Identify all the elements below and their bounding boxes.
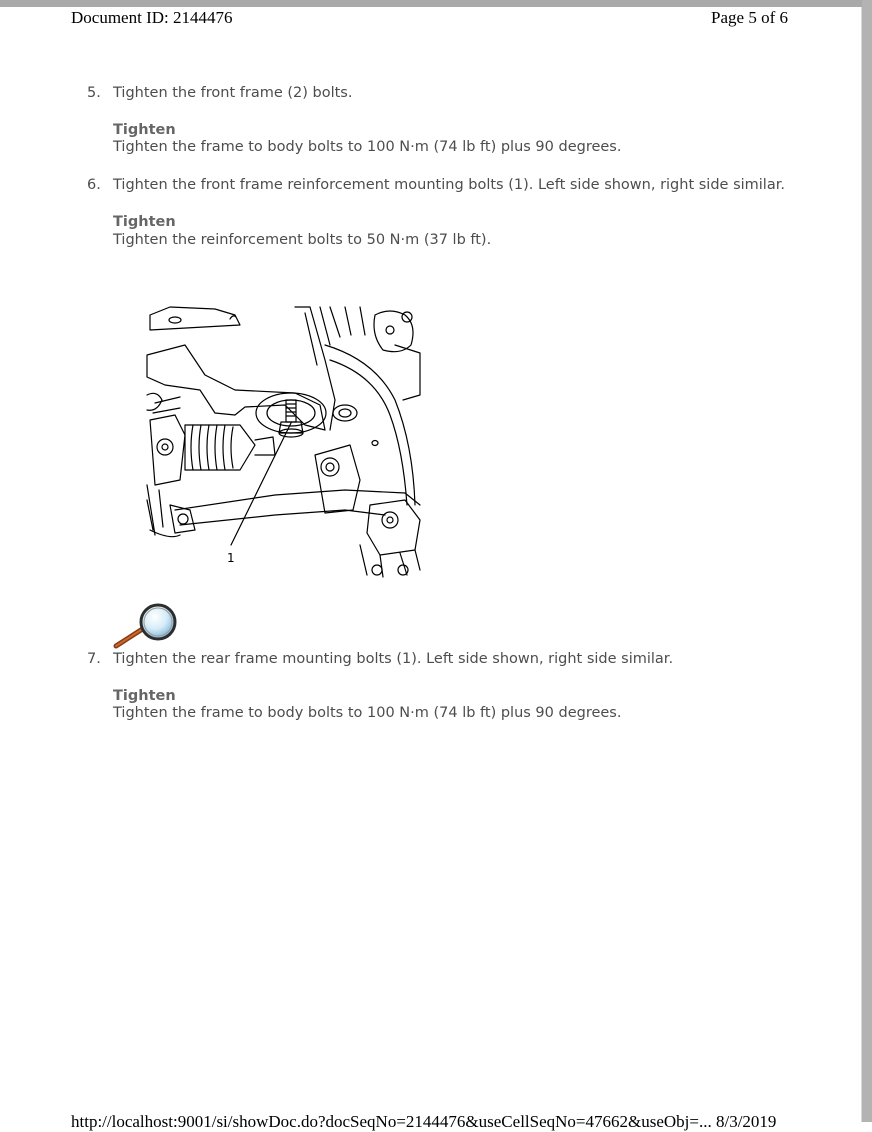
step-7-tighten-label: Tighten (113, 688, 176, 704)
step-6-tighten-label: Tighten (113, 214, 176, 230)
step-7-text: Tighten the rear frame mounting bolts (1). Left side shown, right side similar. (113, 651, 674, 667)
step-5-tighten-label: Tighten (113, 122, 176, 138)
document-id: Document ID: 2144476 (71, 8, 233, 27)
step-6-number: 6. (87, 177, 101, 193)
step-6-text: Tighten the front frame reinforcement mounting bolts (1). Left side shown, right side similar. (113, 177, 785, 193)
step-7-tighten-text: Tighten the frame to body bolts to 100 N·m (74 lb ft) plus 90 degrees. (113, 705, 622, 721)
step-7-number: 7. (87, 651, 101, 667)
page-edge-right (862, 0, 872, 1122)
magnifier-icon[interactable] (112, 602, 180, 650)
page-number: Page 5 of 6 (711, 8, 788, 27)
frame-reinforcement-illustration (145, 305, 422, 580)
top-border (0, 0, 872, 7)
figure-callout: 1 (227, 551, 235, 565)
footer-url: http://localhost:9001/si/showDoc.do?docSeqNo=2144476&useCellSeqNo=47662&useObj=... 8/3/2019 (71, 1112, 777, 1131)
step-5-text: Tighten the front frame (2) bolts. (113, 85, 353, 101)
step-6-tighten-text: Tighten the reinforcement bolts to 50 N·m (37 lb ft). (113, 232, 492, 248)
step-5-tighten-text: Tighten the frame to body bolts to 100 N·m (74 lb ft) plus 90 degrees. (113, 139, 622, 155)
step-5-number: 5. (87, 85, 101, 101)
page-edge-shadow (861, 7, 862, 1122)
